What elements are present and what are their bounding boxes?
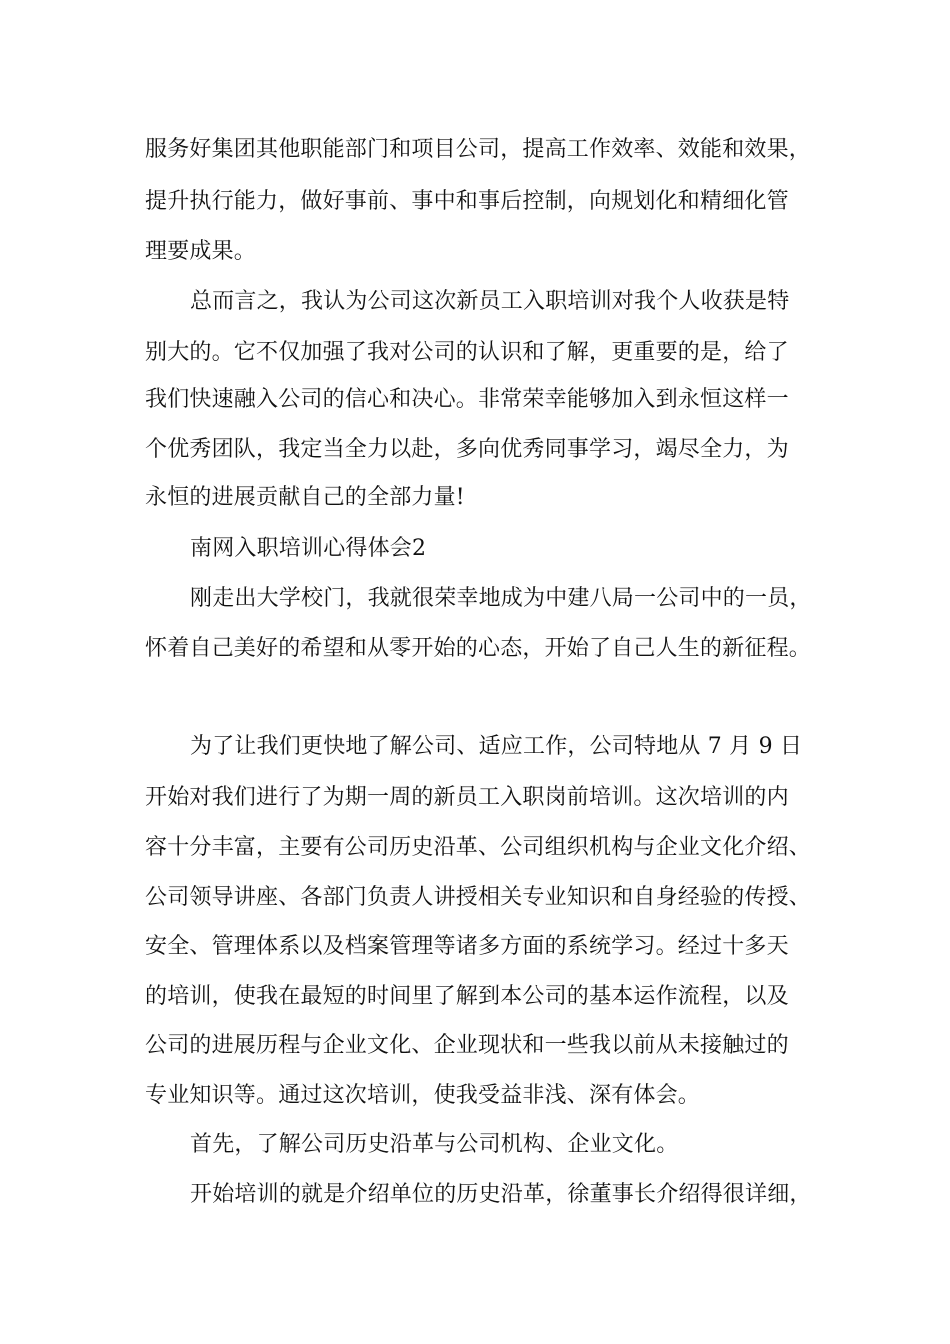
text-line: 的培训，使我在最短的时间里了解到本公司的基本运作流程，以及 (145, 984, 789, 1009)
paragraph-first-line: 开始培训的就是介绍单位的历史沿革，徐董事长介绍得很详细， (190, 1182, 812, 1207)
text-line: 我们快速融入公司的信心和决心。非常荣幸能够加入到永恒这样一 (145, 387, 789, 412)
text-line: 别大的。它不仅加强了我对公司的认识和了解，更重要的是，给了 (145, 340, 789, 365)
section-heading: 南网入职培训心得体会2 (190, 536, 427, 561)
text-line: 理要成果。 (145, 239, 257, 264)
paragraph-first-line: 为了让我们更快地了解公司、适应工作，公司特地从 7 月 9 日 (190, 734, 803, 759)
paragraph-first-line: 首先，了解公司历史沿革与公司机构、企业文化。 (190, 1132, 679, 1157)
text-line: 个优秀团队，我定当全力以赴，多向优秀同事学习，竭尽全力，为 (145, 437, 789, 462)
text-line: 专业知识等。通过这次培训，使我受益非浅、深有体会。 (145, 1083, 701, 1108)
paragraph-first-line: 总而言之，我认为公司这次新员工入职培训对我个人收获是特 (190, 289, 790, 314)
text-line: 提升执行能力，做好事前、事中和事后控制，向规划化和精细化管 (145, 189, 789, 214)
text-line: 开始对我们进行了为期一周的新员工入职岗前培训。这次培训的内 (145, 785, 789, 810)
text-line: 永恒的进展贡献自己的全部力量! (145, 485, 465, 510)
text-line: 安全、管理体系以及档案管理等诸多方面的系统学习。经过十多天 (145, 934, 789, 959)
text-line: 怀着自己美好的希望和从零开始的心态，开始了自己人生的新征程。 (145, 636, 812, 661)
paragraph-first-line: 刚走出大学校门，我就很荣幸地成为中建八局一公司中的一员， (190, 586, 812, 611)
text-line: 容十分丰富，主要有公司历史沿革、公司组织机构与企业文化介绍、 (145, 835, 812, 860)
text-line: 公司领导讲座、各部门负责人讲授相关专业知识和自身经验的传授、 (145, 885, 812, 910)
text-line: 服务好集团其他职能部门和项目公司，提高工作效率、效能和效果， (145, 137, 812, 162)
text-line: 公司的进展历程与企业文化、企业现状和一些我以前从未接触过的 (145, 1033, 789, 1058)
